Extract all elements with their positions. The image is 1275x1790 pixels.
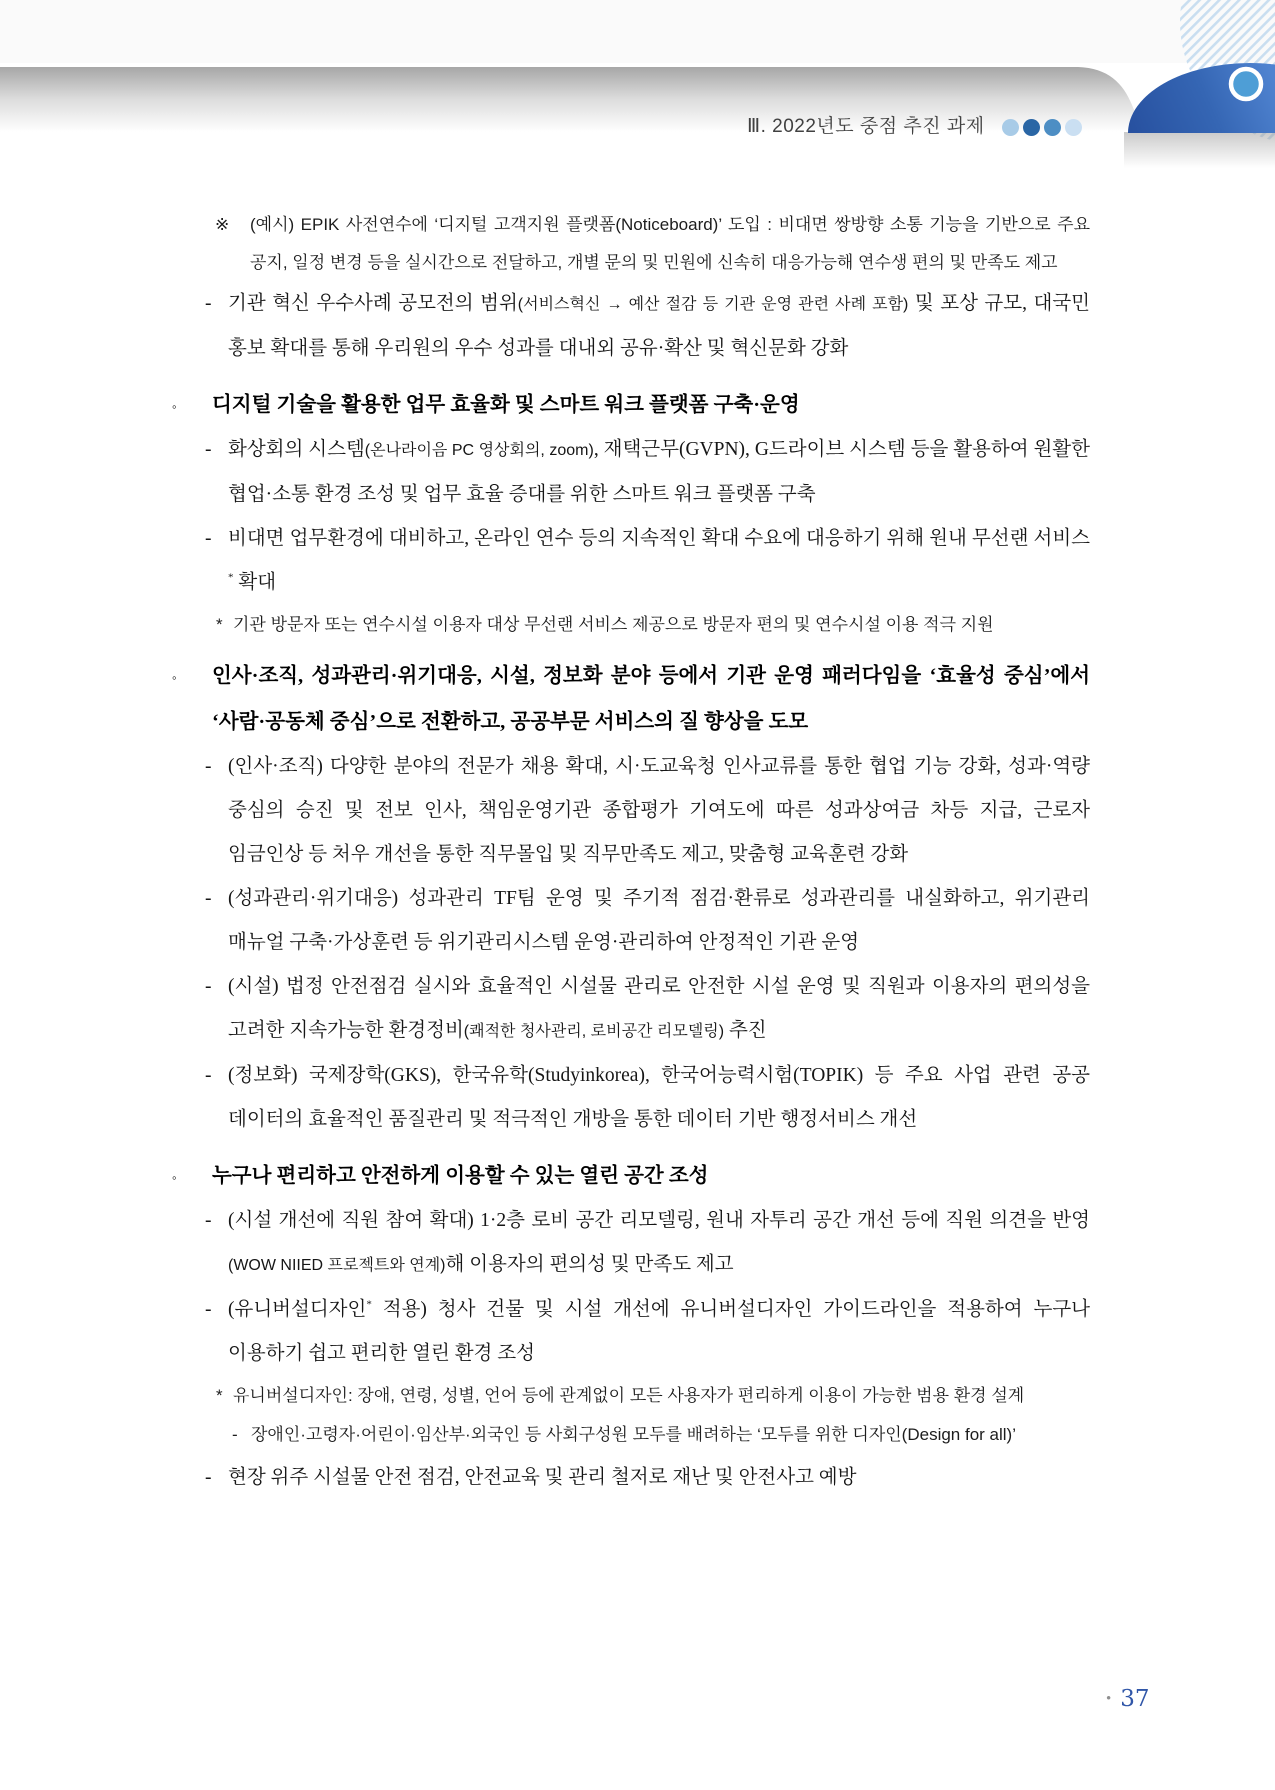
paragraph-dash [170, 517, 1090, 605]
paragraph-dash [170, 1199, 1090, 1288]
text-segment: (성과관리·위기대응) 성과관리 TF팀 운영 및 주기적 점검·환류로 성과관리를 내실화하고, 위기관리 매뉴얼 구축·가상훈련 등 위기관리시스템 운영·관리하여 안정적인 기관 운영 [228, 888, 1090, 953]
paragraph-marker: - [205, 888, 212, 909]
header-dot [1023, 119, 1040, 136]
paragraph-bullet [170, 653, 1090, 745]
paragraph-marker: - [232, 1425, 238, 1444]
paragraph-dash [170, 1456, 1090, 1500]
paragraph-marker: - [205, 1467, 212, 1488]
paragraph-dash [170, 1288, 1090, 1376]
paragraph-note [170, 206, 1090, 282]
running-head [747, 116, 1082, 136]
paragraph-text [251, 1425, 1016, 1444]
text-segment: 비대면 업무환경에 대비하고, 온라인 연수 등의 지속적인 확대 수요에 대응하기 위해 원내 무선랜 서비스 [228, 528, 1090, 549]
paragraph-marker: ◦ [172, 399, 177, 414]
paragraph-text [228, 756, 1090, 865]
text-segment: (쾌적한 청사관리, 로비공간 리모델링) [463, 1023, 725, 1040]
paragraph-bullet [170, 1153, 1090, 1199]
paragraph-marker: ◦ [172, 1170, 177, 1185]
dome-shadow [1124, 132, 1275, 168]
text-segment: (온나라이음 PC 영상회의, zoom) [364, 442, 594, 459]
text-segment: 적용) 청사 건물 및 시설 개선에 유니버설디자인 가이드라인을 적용하여 누구나 이용하기 쉽고 편리한 열린 환경 조성 [228, 1299, 1090, 1364]
paragraph-text [233, 615, 994, 634]
paragraph-footnote2 [170, 1417, 1090, 1452]
content [170, 206, 1090, 1500]
text-segment: 기관 방문자 또는 연수시설 이용자 대상 무선랜 서비스 제공으로 방문자 편의 및 연수시설 이용 적극 지원 [233, 615, 994, 634]
paragraph-dash [170, 282, 1090, 371]
paragraph-marker: - [205, 439, 212, 460]
page-title: Ⅲ. 2022년도 중점 추진 과제 [747, 115, 985, 137]
text-segment: 누구나 편리하고 안전하게 이용할 수 있는 열린 공간 조성 [212, 1165, 709, 1187]
text-segment: (유니버설디자인 [228, 1299, 367, 1320]
text-segment: 유니버설디자인: 장애, 연령, 성별, 언어 등에 관계없이 모든 사용자가 편리하게 이용이 가능한 범용 환경 설계 [233, 1386, 1025, 1405]
footnote-ref: * [366, 1298, 372, 1311]
paragraph-footnote [170, 607, 1090, 642]
paragraph-text [228, 1065, 1090, 1130]
text-segment: (서비스혁신 → 예산 절감 등 기관 운영 관련 사례 포함) [517, 296, 909, 313]
text-segment: (시설 개선에 직원 참여 확대) 1·2층 로비 공간 리모델링, 원내 자투리 공간 개선 등에 직원 의견을 반영 [228, 1210, 1090, 1231]
text-segment: 인사·조직, 성과관리·위기대응, 시설, 정보화 분야 등에서 기관 운영 패러다임을 ‘효율성 중심’에서 ‘사람·공동체 중심’으로 전환하고, 공공부문 서비스의 질 향상을 도모 [212, 665, 1090, 733]
text-segment: , 재택근무(GVPN), G드라이브 시스템 등을 활용하여 원활한 협업·소통 환경 조성 및 업무 효율 증대를 위한 스마트 워크 플랫폼 구축 [228, 439, 1090, 505]
paragraph-dash [170, 745, 1090, 877]
page-number: 37 [1120, 1686, 1150, 1712]
paragraph-marker: * [216, 615, 223, 634]
text-segment: 추진 [724, 1020, 767, 1041]
dome-dot [1231, 69, 1261, 99]
paragraph-marker: ※ [215, 215, 230, 234]
footnote-ref: * [228, 571, 234, 584]
paragraph-dash [170, 428, 1090, 517]
paragraph-marker: - [205, 1065, 212, 1086]
header-dot [1002, 119, 1019, 136]
paragraph-bullet [170, 382, 1090, 428]
header-dot [1044, 119, 1061, 136]
paragraph-marker: - [205, 1299, 212, 1320]
paragraph-footnote [170, 1378, 1090, 1413]
paragraph-marker: - [205, 976, 212, 997]
paragraph-marker: - [205, 293, 212, 314]
paragraph-text [233, 1386, 1024, 1405]
paragraph-text [228, 528, 1090, 593]
text-segment: 기관 혁신 우수사례 공모전의 범위 [228, 293, 518, 314]
paragraph-text [212, 394, 800, 416]
paragraph-text [228, 976, 1090, 1041]
text-segment: (예시) EPIK 사전연수에 ‘디지털 고객지원 플랫폼(Noticeboard)’ 도입 : 비대면 쌍방향 소통 기능을 기반으로 주요 공지, 일정 변경 등을 실시간으로 전달하고, 개별 문의 및 민원에 신속히 대응가능해 연수생 편의 및 만족도 제고 [250, 215, 1090, 272]
gray-band [0, 67, 1275, 210]
text-segment: 장애인·고령자·어린이·임산부·외국인 등 사회구성원 모두를 배려하는 ‘모두를 위한 디자인(Design for all)’ [251, 1425, 1016, 1444]
paragraph-marker: ◦ [172, 670, 177, 685]
paragraph-marker: - [205, 528, 212, 549]
paragraph-marker: - [205, 756, 212, 777]
text-segment: (인사·조직) 다양한 분야의 전문가 채용 확대, 시·도교육청 인사교류를 통한 협업 기능 강화, 성과·역량 중심의 승진 및 전보 인사, 책임운영기관 종합평가 기여도에 따른 성과상여금 차등 지급, 근로자 임금인상 등 처우 개선을 통한 직무몰입 및 직무만족도 제고, 맞춤형 교육훈련 강화 [228, 756, 1090, 865]
paragraph-dash [170, 965, 1090, 1054]
paragraph-text [212, 1165, 708, 1187]
text-segment: (정보화) 국제장학(GKS), 한국유학(Studyinkorea), 한국어능력시험(TOPIK) 등 주요 사업 관련 공공 데이터의 효율적인 품질관리 및 적극적인 개방을 통한 데이터 기반 행정서비스 개선 [228, 1065, 1090, 1130]
paragraph-marker: * [216, 1386, 223, 1405]
text-segment: 화상회의 시스템 [228, 439, 365, 460]
paragraph-marker: - [205, 1210, 212, 1231]
header-gap-line [0, 63, 1275, 67]
paragraph-dash [170, 877, 1090, 965]
paragraph-text [228, 1299, 1090, 1364]
text-segment: (WOW NIIED 프로젝트와 연계) [228, 1257, 446, 1274]
footer [1106, 1686, 1150, 1712]
text-segment: 디지털 기술을 활용한 업무 효율화 및 스마트 워크 플랫폼 구축·운영 [212, 394, 800, 416]
text-segment: 및 포상 규모, 대국민 홍보 확대를 통해 우리원의 우수 성과를 대내외 공유·확산 및 혁신문화 강화 [228, 293, 1090, 359]
paragraph-text [228, 1467, 857, 1488]
paragraph-text [228, 888, 1090, 953]
paragraph-text [250, 215, 1090, 272]
header-dot [1065, 119, 1082, 136]
header-decoration [0, 0, 1275, 210]
header-top-strip [0, 0, 1275, 63]
paragraph-text [228, 293, 1090, 359]
header-dots [1002, 119, 1082, 136]
text-segment: 확대 [233, 572, 277, 593]
text-segment: 해 이용자의 편의성 및 만족도 제고 [445, 1254, 734, 1275]
text-segment: 현장 위주 시설물 안전 점검, 안전교육 및 관리 철저로 재난 및 안전사고 예방 [228, 1467, 857, 1488]
paragraph-text [228, 1210, 1090, 1275]
paragraph-dash [170, 1054, 1090, 1142]
footer-bullet-icon: • [1106, 1690, 1112, 1707]
paragraph-text [228, 439, 1090, 505]
paragraph-text [212, 665, 1090, 733]
text-segment: (시설) 법정 안전점검 실시와 효율적인 시설물 관리로 안전한 시설 운영 및 직원과 이용자의 편의성을 고려한 지속가능한 환경정비 [228, 976, 1090, 1041]
